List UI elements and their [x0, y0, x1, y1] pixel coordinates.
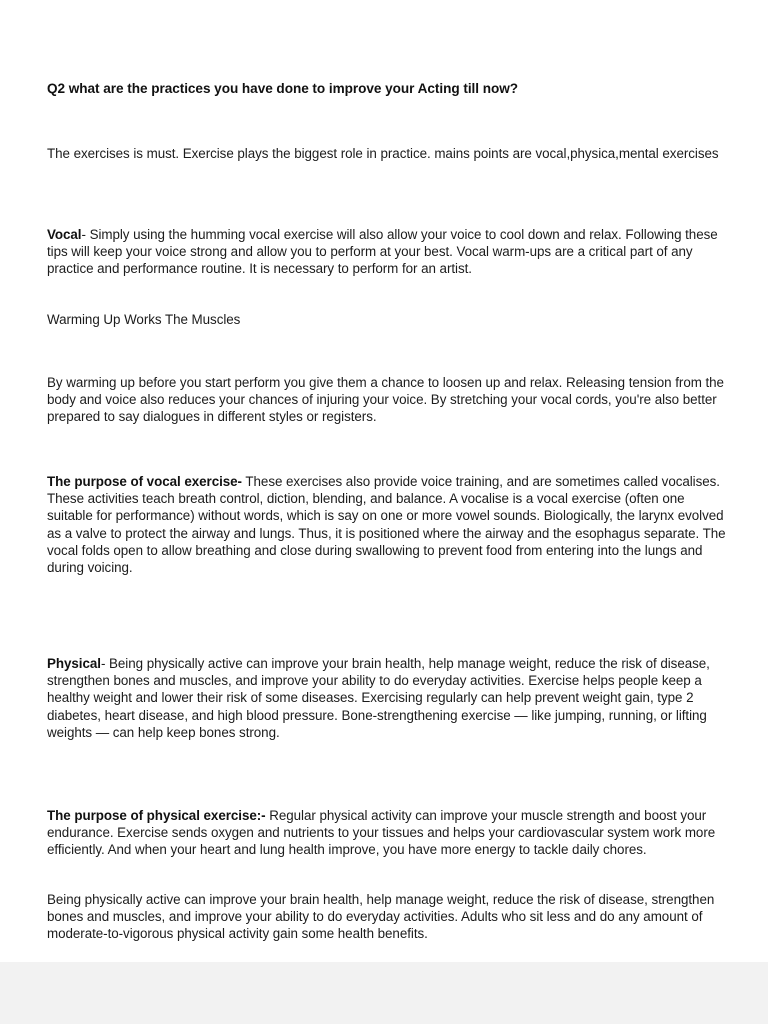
vocal-heading: Vocal	[47, 227, 82, 242]
vocal-purpose-text: These exercises also provide voice training, and are sometimes called vocalises. These activities teach breath control, diction, blending, and balance. A vocalise is a vocal exercise (often one suitable for performance) without words, which is say on one or more vowel sounds. Biologically, the larynx evolved as a valve to protect the airway and lungs. Thus, it is positioned where the airway and the esophagus separate. The vocal folds open to allow breathing and close during swallowing to prevent food from entering into the lungs and during voicing.	[47, 474, 726, 576]
warmup-heading: Warming Up Works The Muscles	[47, 312, 241, 327]
vocal-paragraph	[47, 226, 731, 278]
vocal-purpose-paragraph	[47, 473, 731, 576]
question-heading: Q2 what are the practices you have done to improve your Acting till now?	[47, 81, 519, 96]
vocal-text: - Simply using the humming vocal exercise will also allow your voice to cool down and relax. Following these tips will keep your voice strong and allow you to perform at your best. Vocal warm-ups are a critical part of any practice and performance routine. It is necessary to perform for an artist.	[47, 227, 718, 277]
page-bottom-margin	[0, 962, 768, 1024]
warmup-paragraph: By warming up before you start perform you give them a chance to loosen up and relax. Releasing tension from the body and voice also reduces your chances of injuring your voice. By stretching your vocal cords, you're also better prepared to say dialogues in different styles or registers.	[47, 375, 724, 425]
physical-purpose-heading: The purpose of physical exercise:-	[47, 808, 266, 823]
intro-paragraph: The exercises is must. Exercise plays the biggest role in practice. mains points are vocal,physica,mental exercises	[47, 146, 719, 161]
physical-paragraph	[47, 655, 731, 741]
physical-text: - Being physically active can improve your brain health, help manage weight, reduce the risk of disease, strengthen bones and muscles, and improve your ability to do everyday activities. Exercise helps people keep a healthy weight and lower their risk of some diseases. Exercising regularly can help prevent weight gain, type 2 diabetes, heart disease, and high blood pressure. Bone-strengthening exercise — like jumping, running, or lifting weights — can help keep bones strong.	[47, 656, 710, 740]
physical-purpose-text: Regular physical activity can improve your muscle strength and boost your endurance. Exercise sends oxygen and nutrients to your tissues and helps your cardiovascular system work more efficiently. And when your heart and lung health improve, you have more energy to tackle daily chores.	[47, 808, 716, 858]
closing-paragraph: Being physically active can improve your brain health, help manage weight, reduce the risk of disease, strengthen bones and muscles, and improve your ability to do everyday activities. Adults who sit less and do any amount of moderate-to-vigorous physical activity gain some health benefits.	[47, 892, 715, 942]
physical-purpose-paragraph	[47, 807, 731, 859]
vocal-purpose-heading: The purpose of vocal exercise-	[47, 474, 242, 489]
physical-heading: Physical	[47, 656, 101, 671]
